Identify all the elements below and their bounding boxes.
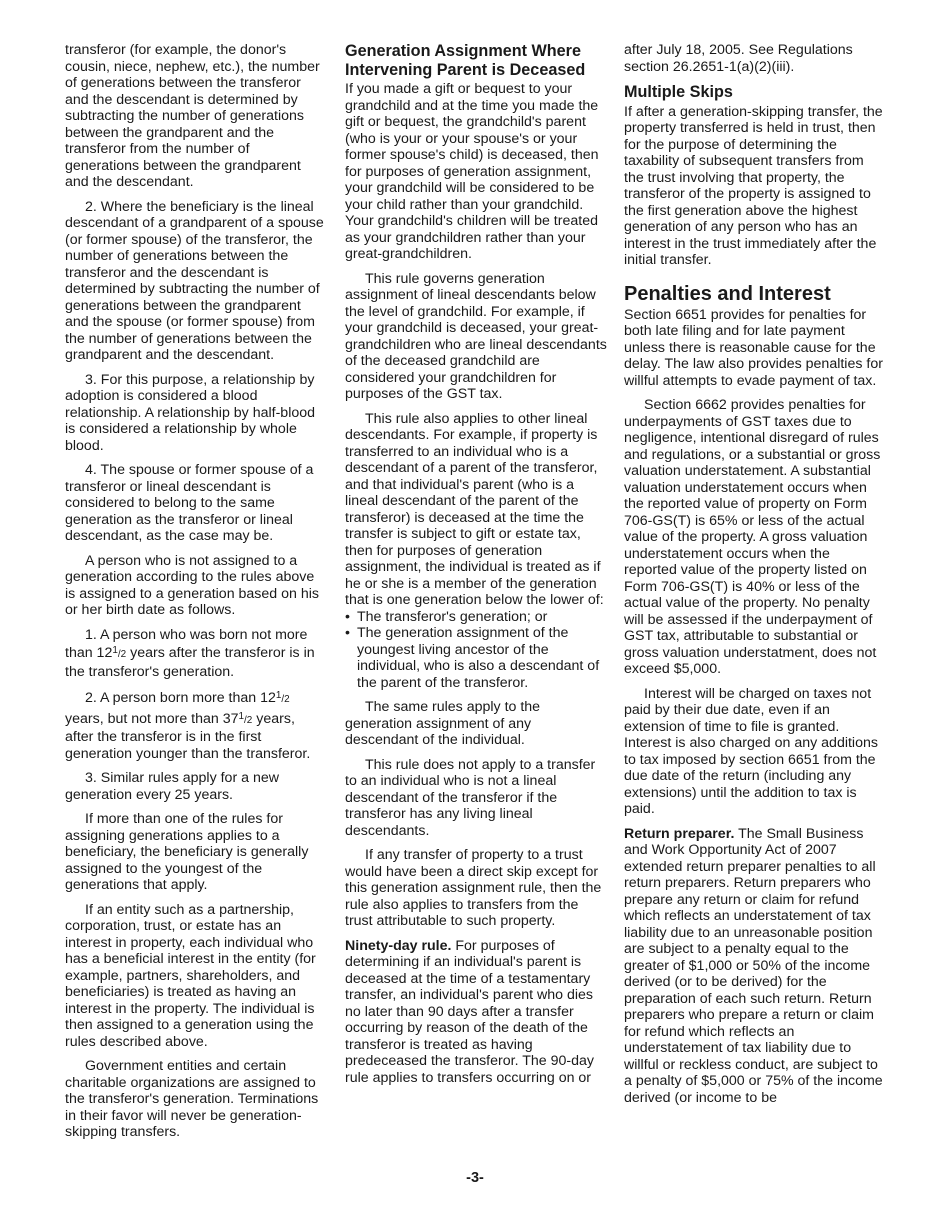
run-in-heading: Return preparer. bbox=[624, 825, 735, 842]
text: For purposes of determining if an individual's parent is deceased at the time of a testamentary transfer, an individual's parent who dies no later than 90 days after a transfer occurring by reason of the death of the transferor is treated as having predeceased the transferor. The 90-day rule applies to transfers occurring on or bbox=[345, 937, 594, 1086]
paragraph: If more than one of the rules for assigning generations applies to a beneficiary, the beneficiary is generally assigned to the youngest of the generations that apply. bbox=[65, 811, 309, 893]
paragraph bbox=[65, 627, 327, 681]
paragraph: 3. Similar rules apply for a new generation every 25 years. bbox=[65, 770, 279, 803]
fraction: $^1$/2 bbox=[238, 710, 253, 726]
text: The Small Business and Work Opportunity Act of 2007 extended return preparer penalties to all return preparers. Return preparers who prepare any return or claim for refund which reflects an understatement of tax liability due to an unreasonable position are subject to a penalty equal to the greater of $1,000 or 50% of the income derived (or to be derived) for the preparation of each such return. Return preparers who prepare a return or claim for refund which reflects an understatement of tax liability due to willful or reckless conduct, are subject to a penalty of $5,000 or 75% of the income derived (or income to be bbox=[624, 825, 883, 1106]
paragraph: If an entity such as a partnership, corporation, trust, or estate has an interest in property, each individual who has a beneficial interest in the entity (for example, partners, shareholders, and beneficiaries) is treated as having an interest in the property. The individual is then assigned to a generation using the rules described above. bbox=[65, 901, 316, 1050]
paragraph bbox=[345, 938, 607, 1087]
paragraph: transferor (for example, the donor's cousin, niece, nephew, etc.), the number of generations between the transferor and the descendant is determined by subtracting the number of generations between the grandparent and the transferor from the number of generations between the grandparent and the descendant. bbox=[65, 42, 320, 190]
paragraph: 2. Where the beneficiary is the lineal descendant of a grandparent of a spouse (or former spouse) of the transferor, the number of generations between the transferor and the descendant is determined by subtracting the number of generations between the grandparent and the spouse (or former spouse) from the number of generations between the grandparent and the descendant. bbox=[65, 198, 324, 363]
text: years, but not more than 37 bbox=[65, 710, 239, 727]
section-heading: Multiple Skips bbox=[624, 83, 733, 101]
bullet-item: • The transferor's generation; or bbox=[345, 608, 548, 625]
text: years, after the transferor is in the first generation younger than the transferor. bbox=[65, 710, 311, 762]
paragraph: If you made a gift or bequest to your grandchild and at the time you made the gift or bequest, the grandchild's parent (who is your or your spouse's or your former spouse's child) is deceased, then for purposes of generation assignment, your grandchild will be considered to be your child rather than your grandchild. Your grandchild's children will be treated as your grandchildren rather than your great-grandchildren. bbox=[345, 81, 599, 262]
section-heading: Generation Assignment Where Intervening Parent is Deceased bbox=[345, 42, 586, 79]
bullet-icon: • bbox=[345, 625, 350, 641]
column-right bbox=[624, 42, 886, 1114]
column-left bbox=[65, 42, 327, 1149]
paragraph: Government entities and certain charitable organizations are assigned to the transferor's generation. Terminations in their favor will never be generation-skipping transfers. bbox=[65, 1058, 319, 1140]
paragraph: This rule governs generation assignment of lineal descendants below the level of grandchild. For example, if your grandchild is deceased, your great-grandchildren who are lineal descendants of the deceased grandchild are considered your grandchildren for purposes of the GST tax. bbox=[345, 270, 607, 402]
paragraph: after July 18, 2005. See Regulations section 26.2651-1(a)(2)(iii). bbox=[624, 42, 853, 75]
paragraph: Interest will be charged on taxes not paid by their due date, even if an extension of time to file is granted. Interest is also charged on any additions to tax imposed by section 6651 from the due date of the return (including any extensions) until the addition to tax is paid. bbox=[624, 685, 878, 817]
fraction: $^1$/2 bbox=[112, 645, 127, 660]
paragraph: If any transfer of property to a trust would have been a direct skip except for this generation assignment rule, then the rule also applies to transfers from the trust attributable to such property. bbox=[345, 847, 602, 929]
text: years after the transferor is in the transferor's generation. bbox=[65, 645, 315, 680]
text: 2. A person born more than 12 bbox=[85, 690, 276, 706]
paragraph: 3. For this purpose, a relationship by adoption is considered a blood relationship. A relationship by half-blood is considered a relationship by whole blood. bbox=[65, 371, 316, 454]
text: 1. A person who was born not more than 12 bbox=[65, 626, 308, 661]
paragraph bbox=[624, 826, 886, 1107]
section-heading: Penalties and Interest bbox=[624, 282, 831, 305]
column-middle bbox=[345, 42, 607, 1094]
paragraph: A person who is not assigned to a generation according to the rules above is assigned to a generation based on his or her birth date as follows. bbox=[65, 552, 319, 618]
page-number: -3- bbox=[466, 1170, 484, 1186]
bullet-item: • The generation assignment of the youngest living ancestor of the individual, who is also a descendant of the parent of the transferor. bbox=[345, 625, 600, 691]
paragraph bbox=[65, 688, 327, 762]
paragraph: The same rules apply to the generation assignment of any descendant of the individual. bbox=[345, 699, 541, 748]
paragraph: This rule also applies to other lineal descendants. For example, if property is transferred to an individual who is a descendant of a parent of the transferor, and that individual's parent (who is a lineal descendant of the parent of the transferor) is deceased at the time the transfer is subject to gift or estate tax, then for purposes of generation assignment, the individual is treated as if he or she is a member of the generation that is one generation below the lower of: bbox=[345, 410, 604, 608]
paragraph: Section 6662 provides penalties for underpayments of GST taxes due to negligence, intentional disregard of rules and regulations, or a substantial or gross valuation understatement. A substantial valuation understatement occurs when the reported value of property on Form 706-GS(T) is 65% or less of the actual value of the property. A gross valuation understatement occurs when the reported value of the property listed on Form 706-GS(T) is 40% or less of the actual value of the property. No penalty will be assessed if the underpayment of GST tax, attributable to substantial or gross valuation understatment, does not exceed $5,000. bbox=[624, 397, 881, 677]
paragraph: This rule does not apply to a transfer to an individual who is not a lineal descendant of the transferor if the transferor has any living lineal descendants. bbox=[345, 756, 596, 839]
run-in-heading: Ninety-day rule. bbox=[345, 937, 452, 954]
paragraph: Section 6651 provides for penalties for both late filing and for late payment unless there is reasonable cause for the delay. The law also provides penalties for willful attempts to evade payment of tax. bbox=[624, 306, 883, 389]
bullet-icon: • bbox=[345, 608, 350, 625]
paragraph: If after a generation-skipping transfer, the property transferred is held in trust, then for the purpose of determining the taxability of subsequent transfers from the trust involving that property, the transferor of the property is assigned to the first generation above the highest generation of any person who has an interest in the trust immediately after the initial transfer. bbox=[624, 103, 883, 268]
fraction: $^1$/2 bbox=[275, 690, 290, 705]
paragraph: 4. The spouse or former spouse of a transferor or lineal descendant is considered to belong to the same generation as the transferor or lineal descendant, as the case may be. bbox=[65, 462, 314, 544]
